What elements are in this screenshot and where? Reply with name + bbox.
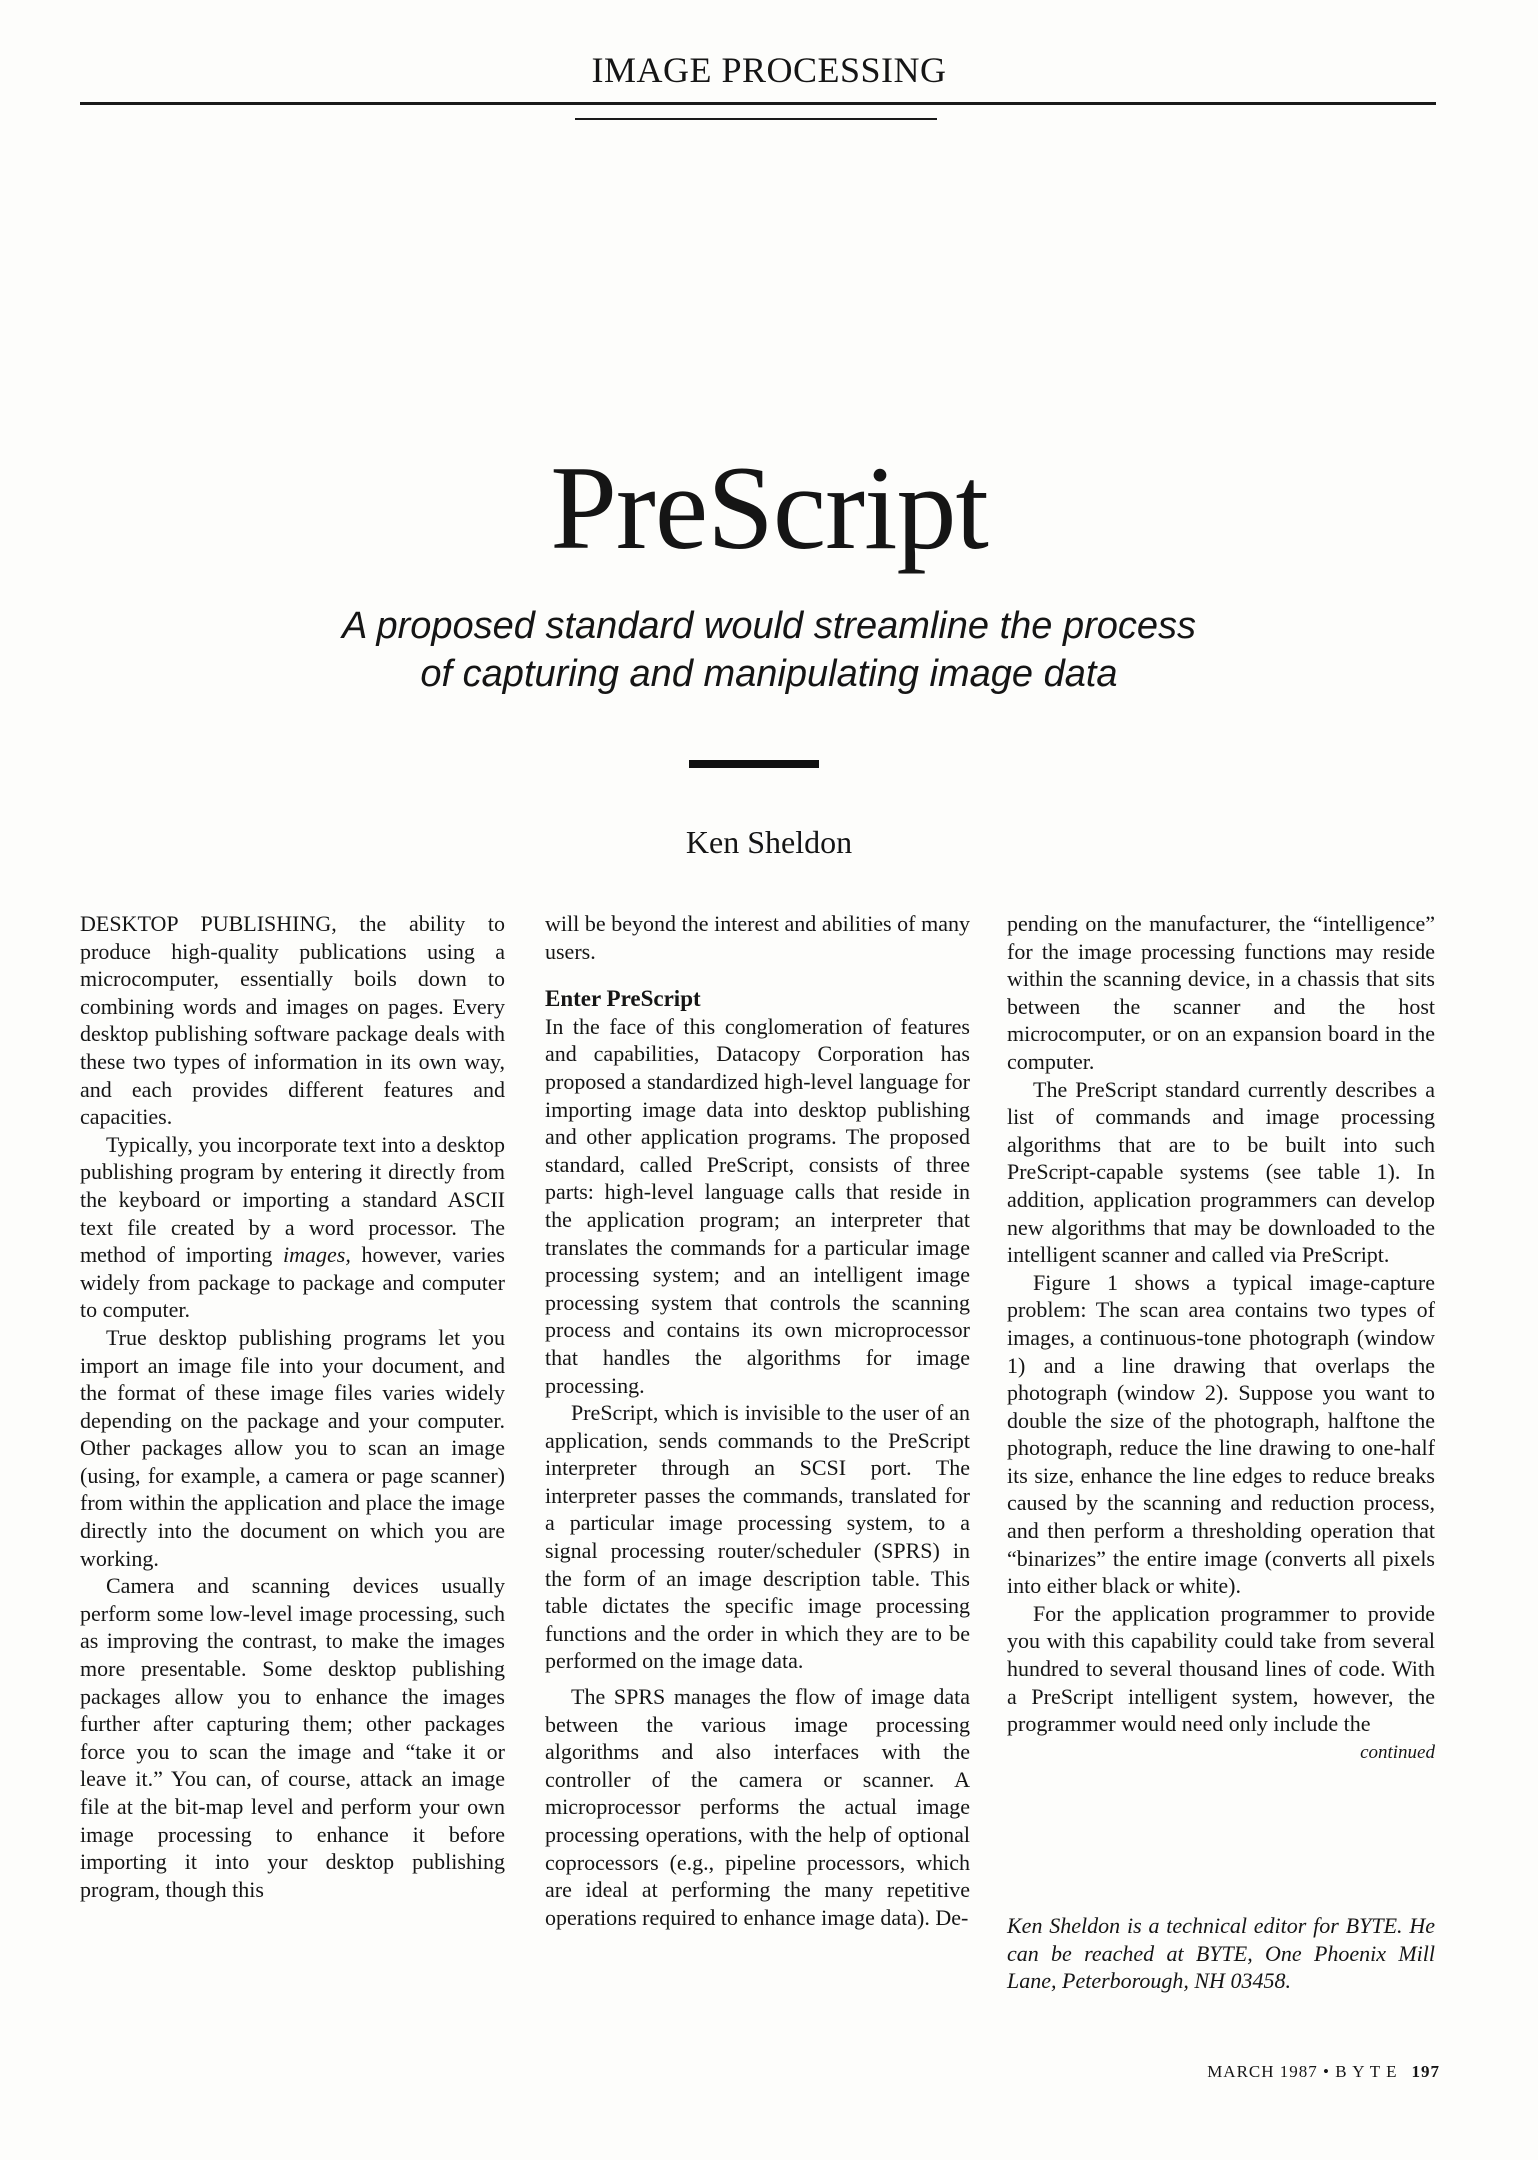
page-number: 197 (1411, 2062, 1440, 2081)
paragraph: Figure 1 shows a typical image-capture problem: The scan area contains two types of images, a continuous-tone photograph (window 1) and a line drawing that overlaps the photograph (window 2). Suppose you want to double the size of the photograph, halftone the photograph, reduce the line drawing to one-half its size, enhance the line edges to reduce breaks caused by the scanning and reduction process, and then perform a thresholding operation that “binarizes” the entire image (converts all pixels into either black or white). (1007, 1269, 1435, 1599)
paragraph: Camera and scanning devices usually perform some low-level image processing, such as improving the contrast, to make the images more presentable. Some desktop publishing packages allow you to enhance the images further after capturing them; other packages force you to scan the image and “take it or leave it.” You can, of course, attack an image file at the bit-map level and perform your own image processing to enhance it before importing it into your desktop publishing program, though this (80, 1573, 505, 1902)
paragraph: The PreScript standard currently describes a list of commands and image processing algorithms that are to be built into such PreScript-capable systems (see table 1). In addition, application programmers can develop new algorithms that may be downloaded to the intelligent scanner and called via PreScript. (1007, 1076, 1435, 1268)
page-footer (1207, 2062, 1440, 2082)
text-column-3 (1007, 910, 1435, 1766)
paragraph: True desktop publishing programs let you import an image file into your document, and the format of these image files varies widely depending on the package and your computer. Other packages allow you to scan an image (using, for example, a camera or page scanner) from within the application and place the image directly into the document on which you are working. (80, 1324, 505, 1571)
title-divider-bar (689, 760, 819, 768)
emphasis-text: images, (283, 1242, 351, 1268)
subtitle-line-2: of capturing and manipulating image data (420, 653, 1118, 695)
continued-label: continued (1360, 1741, 1435, 1763)
text-column-2 (545, 910, 970, 1931)
paragraph: DESKTOP PUBLISHING, the ability to produce high-quality publications using a microcomputer, essentially boils down to combining words and images on pages. Every desktop publishing software package deals with these two types of information in its own way, and each provides different features and capacities. (80, 911, 505, 1130)
paragraph: The SPRS manages the flow of image data between the various image processing algorithms and also interfaces with the controller of the camera or scanner. A microprocessor performs the actual image processing operations, with the help of optional coprocessors (e.g., pipeline processors, which are ideal at performing the many repetitive operations required to enhance image data). De- (545, 1684, 970, 1930)
paragraph (80, 1131, 505, 1324)
article-author: Ken Sheldon (685, 824, 853, 860)
section-header: IMAGE PROCESSING (591, 50, 947, 90)
paragraph: will be beyond the interest and abilities of many users. (545, 911, 970, 964)
header-subrule (575, 118, 937, 120)
article-subtitle (250, 602, 1288, 698)
header-rule (80, 102, 1436, 105)
paragraph: For the application programmer to provide you with this capability could take from several hundred to several thousand lines of code. With a PreScript intelligent system, however, the programmer would need only include the (1007, 1600, 1435, 1737)
subtitle-line-1: A proposed standard would streamline the process (341, 605, 1197, 647)
article-title: PreScript (550, 441, 988, 574)
text-run: however, varies widely from package to package and computer to computer. (80, 1242, 505, 1323)
text-column-1 (80, 910, 505, 1903)
author-bio: Ken Sheldon is a technical editor for BYTE. He can be reached at BYTE, One Phoenix Mill Lane, Peterborough, NH 03458. (1007, 1913, 1435, 1994)
text-run: Typically, you incorporate text into a desktop publishing program by entering it directly from the keyboard or importing a standard ASCII text file created by a word processor. The method of importing (80, 1131, 505, 1268)
section-heading: Enter PreScript (545, 986, 701, 1012)
paragraph: pending on the manufacturer, the “intelligence” for the image processing functions may reside within the scanning device, in a chassis that sits between the scanner and the host microcomputer, or on an expansion board in the computer. (1007, 911, 1435, 1074)
paragraph: In the face of this conglomeration of features and capabilities, Datacopy Corporation has proposed a standardized high-level language for importing image data into desktop publishing and other application programs. The proposed standard, called PreScript, consists of three parts: high-level language calls that reside in the application program; an interpreter that translates the commands for a particular image processing system; and an intelligent image processing system that controls the scanning process and contains its own microprocessor that handles the algorithms for image processing. (545, 1013, 970, 1398)
issue-line: MARCH 1987 • B Y T E (1207, 2062, 1398, 2081)
paragraph: PreScript, which is invisible to the user of an application, sends commands to the PreScript interpreter through an SCSI port. The interpreter passes the commands, translated for a particular image processing system, to a signal processing router/scheduler (SPRS) in the form of an image description table. This table dictates the specific image processing functions and the order in which they are to be performed on the image data. (545, 1400, 970, 1674)
